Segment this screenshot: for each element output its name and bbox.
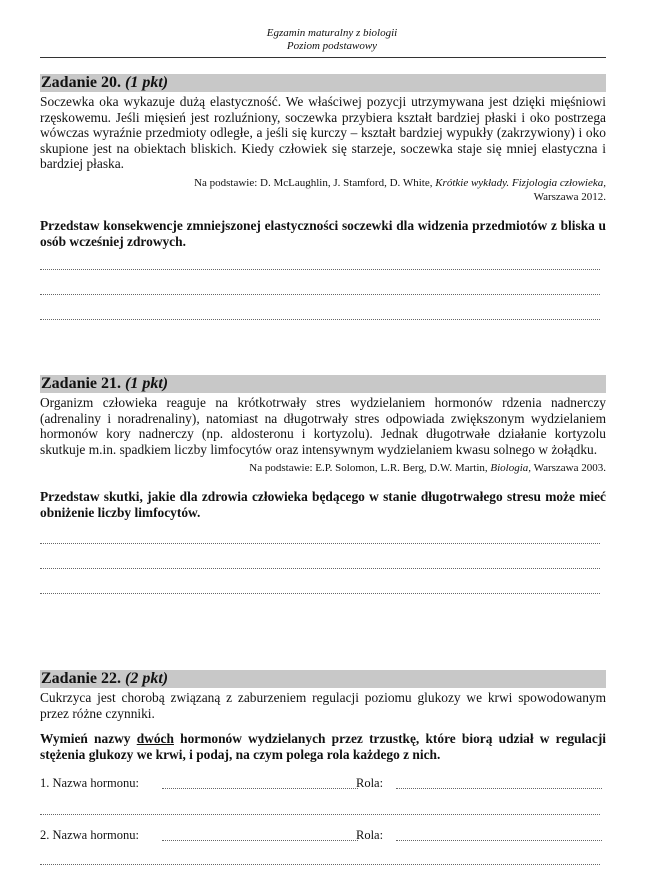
answer-line xyxy=(40,269,600,270)
task-20-text: Soczewka oka wykazuje dużą elastyczność. We właściwej pozycji utrzymywana jest dzięki mięśniowi rzęskowemu. Jeśli mięsień jest rozluźniony, soczewka przybiera kształt bardziej płaski i oko postrzega wówczas wyraźnie przedmioty odległe, a jeśli się kurczy – kształt bardziej wypukły (zakrzywiony) i oko skupione jest na obiektach bliskich. Kiedy człowiek się starzeje, soczewka staje się mniej elastyczna i bardziej płaska. xyxy=(40,94,606,172)
task-title: Zadanie 21. xyxy=(41,375,126,392)
task-title: Zadanie 22. xyxy=(41,670,126,687)
task-points: (2 pkt) xyxy=(125,670,169,687)
hormone-row-2[interactable] xyxy=(40,828,606,844)
answer-line xyxy=(40,568,600,569)
task-points: (1 pkt) xyxy=(125,375,169,392)
role-field[interactable] xyxy=(396,788,602,789)
task-20-question: Przedstaw konsekwencje zmniejszonej elastyczności soczewki dla widzenia przedmiotów z bliska u osób wcześniej zdrowych. xyxy=(40,217,606,249)
header-exam-title: Egzamin maturalny z biologii xyxy=(266,27,398,39)
role-field[interactable] xyxy=(396,840,602,841)
task-20 xyxy=(40,74,606,319)
task-22 xyxy=(40,670,606,862)
answer-line xyxy=(40,319,600,320)
answer-line[interactable] xyxy=(40,864,600,865)
task-21-heading xyxy=(40,375,606,393)
task-22-text: Cukrzyca jest chorobą związaną z zaburzeniem regulacji poziomu glukozy we krwi spowodowanym przez różne czynniki. xyxy=(40,690,606,721)
task-22-answer-area xyxy=(40,762,606,862)
hormone-name-field[interactable] xyxy=(162,840,358,841)
page-header xyxy=(0,27,664,53)
header-divider xyxy=(40,57,606,58)
task-21 xyxy=(40,375,606,591)
task-22-question: Wymień nazwy dwóch hormonów wydzielanych przez trzustkę, które biorą udział w regulacji stężenia glukozy we krwi, i podaj, na czym polega rola każdego z nich. xyxy=(40,731,606,762)
role-label: Rola: xyxy=(356,776,384,791)
hormone-row-1[interactable] xyxy=(40,776,606,792)
task-21-question: Przedstaw skutki, jakie dla zdrowia człowieka będącego w stanie długotrwałego stresu może mieć obniżenie liczby limfocytów. xyxy=(40,489,606,520)
task-points: (1 pkt) xyxy=(125,74,169,91)
task-22-heading xyxy=(40,670,606,688)
answer-line[interactable] xyxy=(40,814,600,815)
task-21-answer-area[interactable] xyxy=(40,521,606,591)
answer-line xyxy=(40,294,600,295)
hormone-name-field[interactable] xyxy=(162,788,358,789)
task-20-heading xyxy=(40,74,606,92)
answer-line xyxy=(40,593,600,594)
task-21-source: Na podstawie: E.P. Solomon, L.R. Berg, D.W. Martin, Biologia, Warszawa 2003. xyxy=(249,462,606,475)
hormone-name-label: 2. Nazwa hormonu: xyxy=(40,828,139,843)
task-21-text: Organizm człowieka reaguje na krótkotrwały stres wydzielaniem hormonów rdzenia nadnerczy (adrenaliny i noradrenaliny), natomiast na długotrwały stres odpowiada zwiększonym wydzielaniem hormonów kory nadnerczy (np. aldosteronu i kortyzolu). Jednak długotrwałe działanie kortyzolu skutkuje m.in. spadkiem liczby limfocytów oraz intensywnym wydzielaniem kwasu solnego w żołądku. xyxy=(40,395,606,457)
hormone-name-label: 1. Nazwa hormonu: xyxy=(40,776,139,791)
task-20-answer-area[interactable] xyxy=(40,249,606,319)
answer-line xyxy=(40,543,600,544)
role-label: Rola: xyxy=(356,828,384,843)
header-level: Poziom podstawowy xyxy=(286,40,378,52)
task-20-source: Na podstawie: D. McLaughlin, J. Stamford, D. White, Krótkie wykłady. Fizjologia człowieka, Warszawa 2012. xyxy=(194,176,606,203)
task-title: Zadanie 20. xyxy=(41,74,126,91)
